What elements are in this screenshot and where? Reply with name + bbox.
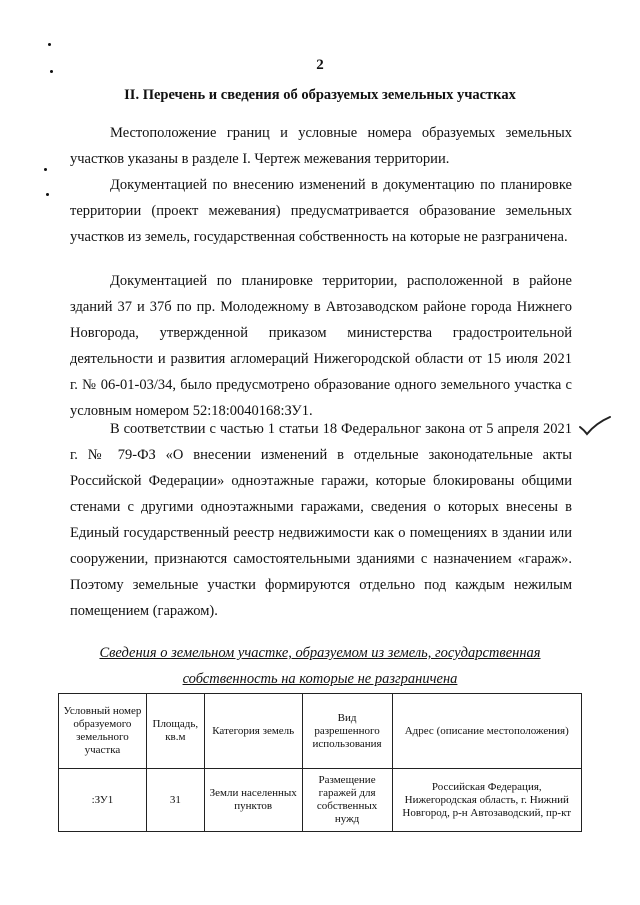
section-title: II. Перечень и сведения об образуемых земельных участках [124,87,516,103]
table-row [59,769,582,832]
header-cell: Вид разрешенного использования [302,694,392,769]
table-caption-text: Сведения о земельном участке, образуемом из земель, государственная собственность на которые не разграничена [99,645,541,687]
table-cell: Земли населенных пунктов [204,769,302,832]
land-plot-table [58,693,582,832]
checkmark-icon [578,415,612,437]
table-cell: Размещение гаражей для собственных нужд [302,769,392,832]
header-cell: Условный номер образуемого земельного участка [59,694,147,769]
table-caption [70,640,570,692]
scan-dot [48,43,51,46]
table-header-row [59,694,582,769]
page-number: 2 [316,57,324,73]
scan-dot [50,70,53,73]
header-cell: Площадь, кв.м [146,694,204,769]
paragraph: Местоположение границ и условные номера образуемых земельных участков указаны в разделе I. Чертеж межевания территории. [70,125,572,167]
paragraph: В соответствии с частью 1 статьи 18 Федеральног закона от 5 апреля 2021 г. № 79-ФЗ «О внесении изменений в отдельные законодательные акты Российской Федерации» одноэтажные гаражи, которые блокированы общими стенами с другими одноэтажными гаражами, сведения о которых внесены в Единый государственный реестр недвижимости как о помещениях в здании или сооружении, признаются самостоятельными зданиями с назначением «гараж». Поэтому земельные участки формируются отдельно под каждым нежилым помещением (гаражом). [70,421,572,619]
table-cell: :ЗУ1 [59,769,147,832]
table-cell: Российская Федерация, Нижегородская область, г. Нижний Новгород, р-н Автозаводский, пр-кт [392,769,581,832]
header-cell: Адрес (описание местоположения) [392,694,581,769]
paragraph: Документацией по внесению изменений в документацию по планировке территории (проект межевания) предусматривается образование земельных участков из земель, государственная собственность на которые не разграничена. [70,177,572,245]
paragraph: Документацией по планировке территории, расположенной в районе зданий 37 и 37б по пр. Молодежному в Автозаводском районе города Нижнего Новгорода, утвержденной приказом министерства градостроительной деятельности и развития агломераций Нижегородской области от 15 июля 2021 г. № 06-01-03/34, было предусмотрено образование одного земельного участка с условным номером 52:18:0040168:ЗУ1. [70,273,572,419]
scan-dot [44,168,47,171]
header-cell: Категория земель [204,694,302,769]
table-cell: 31 [146,769,204,832]
scan-dot [46,193,49,196]
